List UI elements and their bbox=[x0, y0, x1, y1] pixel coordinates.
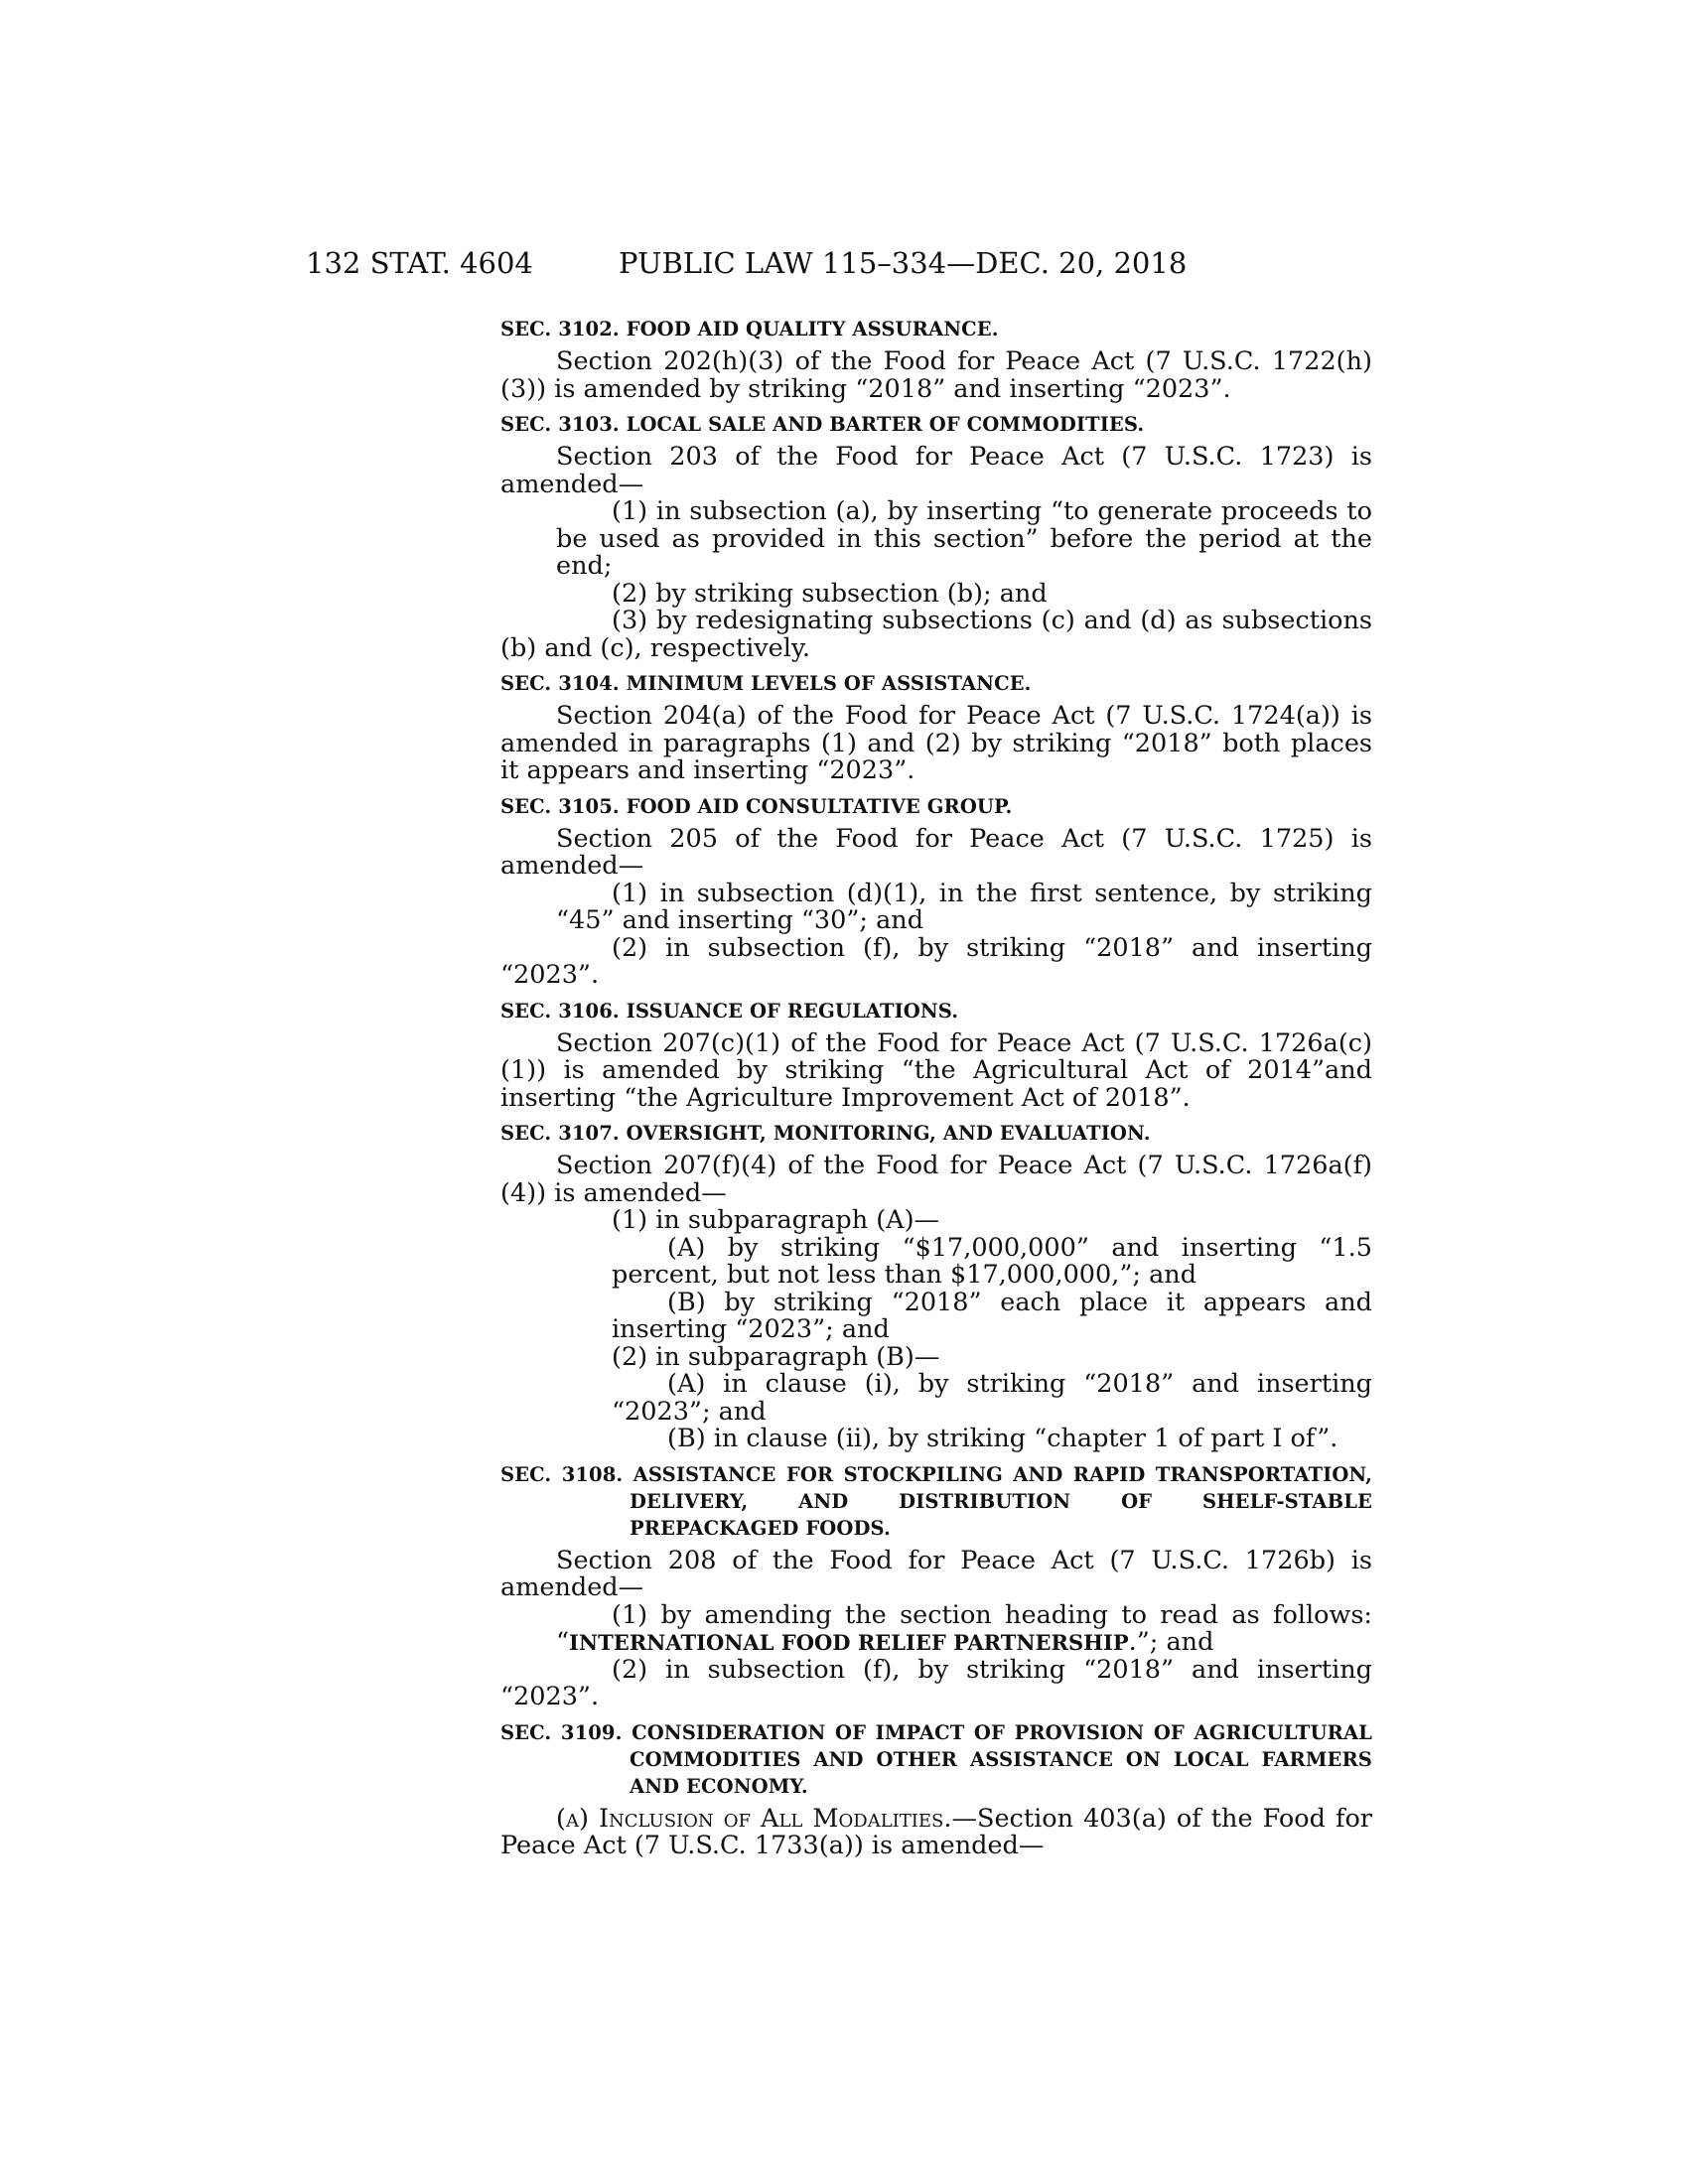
public-law-citation: PUBLIC LAW 115–334—DEC. 20, 2018 bbox=[619, 246, 1188, 280]
list-item: (3) by redesignating subsections (c) and (d) as subsections (b) and (c), respectively. bbox=[500, 606, 1372, 663]
list-item: (2) in subsection (f), by striking “2018” and inserting “2023”. bbox=[500, 1654, 1372, 1711]
section-paragraph: Section 204(a) of the Food for Peace Act (7 U.S.C. 1724(a)) is amended in paragraphs (1) and (2) by striking “2018” both places it appears and inserting “2023”. bbox=[500, 701, 1372, 785]
section-heading: SEC. 3104. MINIMUM LEVELS OF ASSISTANCE. bbox=[500, 672, 1032, 695]
section-3102 bbox=[500, 316, 1372, 403]
section-heading: SEC. 3103. LOCAL SALE AND BARTER OF COMMODITIES. bbox=[500, 413, 1145, 436]
list-item: (2) in subparagraph (B)— bbox=[612, 1341, 940, 1372]
list-subitem: (A) by striking “$17,000,000” and inserting “1.5 percent, but not less than $17,000,000,”; and bbox=[612, 1232, 1372, 1290]
subsection-text: —Section 403(a) of the Food for Peace Act (7 U.S.C. 1733(a)) is amended— bbox=[500, 1803, 1372, 1860]
statute-page-number: 132 STAT. 4604 bbox=[306, 246, 533, 280]
list-subitem: (B) in clause (ii), by striking “chapter 1 of part I of”. bbox=[667, 1424, 1338, 1453]
section-paragraph: Section 207(f)(4) of the Food for Peace Act (7 U.S.C. 1726a(f)(4)) is amended— bbox=[500, 1151, 1372, 1208]
page-header bbox=[0, 246, 1688, 286]
section-paragraph: Section 207(c)(1) of the Food for Peace Act (7 U.S.C. 1726a(c)(1)) is amended by striking “the Agricultural Act of 2014”and inserting “the Agriculture Improvement Act of 2018”. bbox=[500, 1027, 1372, 1113]
section-paragraph: Section 203 of the Food for Peace Act (7 U.S.C. 1723) is amended— bbox=[500, 442, 1372, 499]
subsection-caption: (a) Inclusion of All Modalities. bbox=[556, 1803, 952, 1834]
list-item: (2) by striking subsection (b); and bbox=[612, 578, 1048, 609]
section-3103 bbox=[500, 411, 1372, 662]
list-subitem: (A) in clause (i), by striking “2018” and inserting “2023”; and bbox=[612, 1369, 1372, 1427]
list-subitem: (B) by striking “2018” each place it appears and inserting “2023”; and bbox=[612, 1287, 1372, 1344]
item-text: .”; and bbox=[1128, 1627, 1214, 1657]
section-paragraph bbox=[500, 1803, 1372, 1860]
list-item bbox=[500, 1599, 1372, 1657]
section-paragraph: Section 205 of the Food for Peace Act (7 U.S.C. 1725) is amended— bbox=[500, 823, 1372, 881]
section-heading: SEC. 3102. FOOD AID QUALITY ASSURANCE. bbox=[500, 318, 999, 341]
section-heading: SEC. 3109. CONSIDERATION OF IMPACT OF PROVISION OF AGRICULTURAL COMMODITIES AND OTHER ASSISTANCE ON LOCAL FARMERS AND ECONOMY. bbox=[500, 1720, 1372, 1798]
section-heading: SEC. 3105. FOOD AID CONSULTATIVE GROUP. bbox=[500, 794, 1013, 818]
section-3108 bbox=[500, 1461, 1372, 1711]
section-3107 bbox=[500, 1120, 1372, 1453]
list-item: (1) in subsection (d)(1), in the first sentence, by striking “45” and inserting “30”; and bbox=[556, 878, 1372, 935]
list-item: (2) in subsection (f), by striking “2018” and inserting “2023”. bbox=[500, 932, 1372, 990]
section-3104 bbox=[500, 670, 1372, 785]
section-3105 bbox=[500, 793, 1372, 990]
list-item: (1) in subparagraph (A)— bbox=[612, 1205, 940, 1235]
document-body bbox=[500, 316, 1372, 1868]
section-3109 bbox=[500, 1719, 1372, 1860]
list-item: (1) in subsection (a), by inserting “to generate proceeds to be used as provided in this section” before the period at the end; bbox=[556, 496, 1372, 581]
item-text: (1) by amending the section heading to read as follows: “ bbox=[556, 1599, 1372, 1657]
section-paragraph: Section 202(h)(3) of the Food for Peace Act (7 U.S.C. 1722(h)(3)) is amended by striking “2018” and inserting “2023”. bbox=[500, 346, 1372, 404]
new-section-heading: INTERNATIONAL FOOD RELIEF PARTNERSHIP bbox=[569, 1630, 1129, 1655]
section-heading: SEC. 3107. OVERSIGHT, MONITORING, AND EVALUATION. bbox=[500, 1122, 1151, 1145]
section-heading: SEC. 3108. ASSISTANCE FOR STOCKPILING AND RAPID TRANSPORTATION, DELIVERY, AND DISTRIBUTION OF SHELF-STABLE PREPACKAGED FOODS. bbox=[500, 1462, 1372, 1540]
section-heading: SEC. 3106. ISSUANCE OF REGULATIONS. bbox=[500, 999, 959, 1023]
section-3106 bbox=[500, 998, 1372, 1113]
section-paragraph: Section 208 of the Food for Peace Act (7 U.S.C. 1726b) is amended— bbox=[500, 1545, 1372, 1602]
